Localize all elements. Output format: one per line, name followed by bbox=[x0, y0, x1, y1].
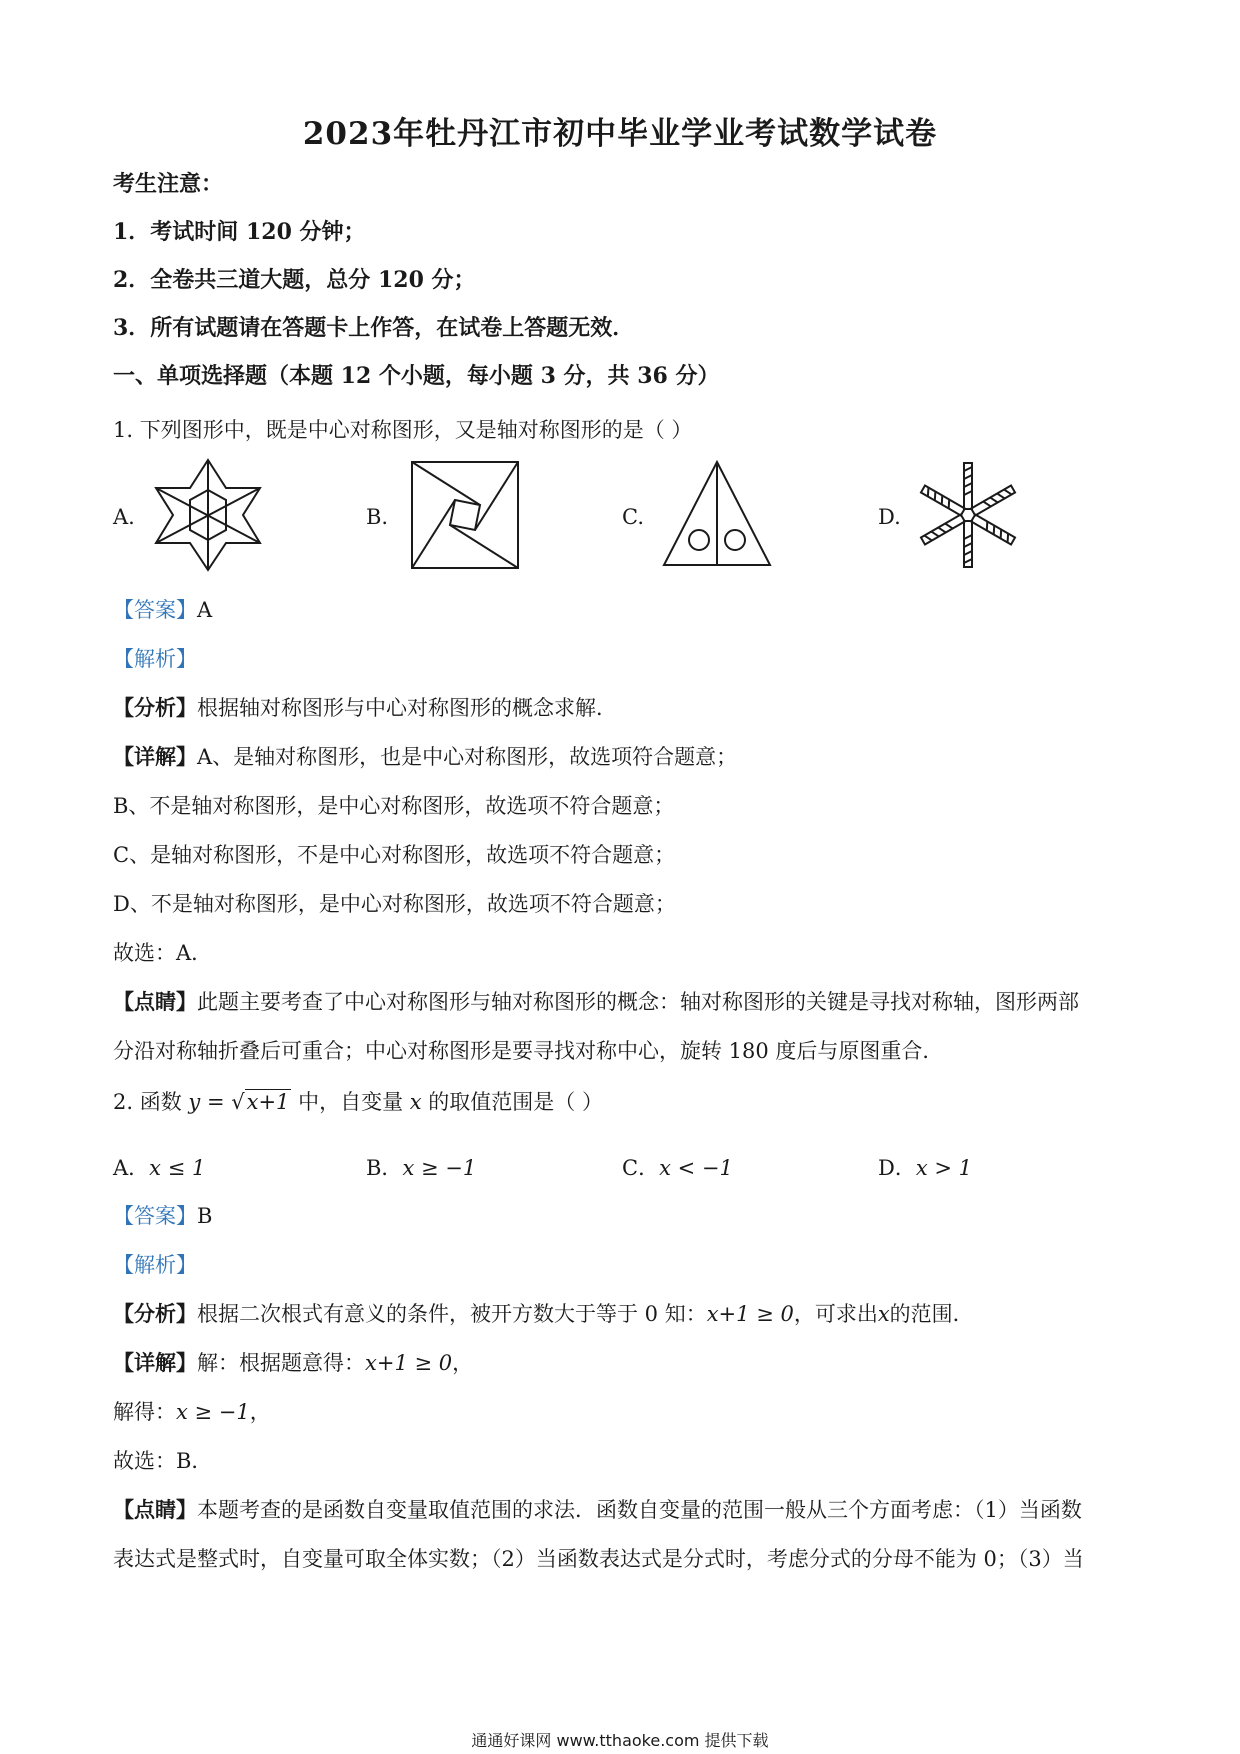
q1-line-d: D、不是轴对称图形，是中心对称图形，故选项不符合题意； bbox=[113, 892, 676, 916]
q1-options bbox=[113, 455, 1133, 575]
q2-fenxi-expr: x+1 ≥ 0 bbox=[706, 1302, 794, 1326]
q1-figure-a-star-icon bbox=[153, 455, 263, 575]
q2-dianjing-2: 表达式是整式时，自变量可取全体实数；（2）当函数表达式是分式时，考虑分式的分母不能为 0；（3）当 bbox=[113, 1547, 1084, 1571]
q1-fenxi bbox=[113, 694, 617, 722]
q2-xiangjie-prefix: 解：根据题意得： bbox=[197, 1351, 365, 1375]
q2-answer bbox=[113, 1202, 212, 1230]
q1-figure-b-square-icon bbox=[410, 460, 520, 570]
q2-choice-b-expr: x ≥ −1 bbox=[402, 1156, 477, 1180]
q2-xiangjie bbox=[113, 1349, 473, 1377]
q1-xiangjie-text: A、是轴对称图形，也是中心对称图形，故选项符合题意； bbox=[197, 745, 738, 769]
radical-icon: √ bbox=[231, 1090, 245, 1114]
q1-answer-tag: 【答案】 bbox=[113, 598, 197, 622]
q2-choice-b-label: B． bbox=[366, 1156, 403, 1180]
q2-answer-value: B bbox=[197, 1204, 213, 1228]
q1-fenxi-tag: 【分析】 bbox=[113, 695, 197, 720]
q2-sqrt bbox=[231, 1088, 291, 1116]
q2-answer-tag: 【答案】 bbox=[113, 1204, 197, 1228]
q1-xiangjie bbox=[113, 743, 737, 771]
footer-source: 通通好课网 www.tthaoke.com 提供下载 bbox=[471, 1731, 769, 1750]
q2-choice-a-label: A． bbox=[113, 1156, 150, 1180]
q1-dianjing-2: 分沿对称轴折叠后可重合；中心对称图形是要寻找对称中心，旋转 180 度后与原图重合． bbox=[113, 1039, 944, 1063]
q2-fenxi-end: 的范围． bbox=[889, 1302, 974, 1326]
q2-analysis-tag: 【解析】 bbox=[113, 1253, 197, 1277]
q1-option-b-label: B. bbox=[366, 505, 389, 529]
q2-jiede-end: ， bbox=[249, 1400, 271, 1424]
q2-xiangjie-tag: 【详解】 bbox=[113, 1350, 197, 1375]
q1-answer-value: A bbox=[197, 598, 213, 622]
q2-choice-b bbox=[366, 1152, 476, 1182]
q1-figure-c-triangle-icon bbox=[662, 460, 772, 570]
q2-fenxi-x: x bbox=[877, 1302, 890, 1326]
q2-fenxi-prefix: 根据二次根式有意义的条件，被开方数大于等于 0 知： bbox=[197, 1302, 707, 1326]
q1-dianjing-1 bbox=[113, 988, 1079, 1016]
notice-item-1: 1．考试时间 120 分钟； bbox=[113, 219, 366, 245]
q1-option-d-label: D. bbox=[878, 505, 901, 529]
notice-item-2: 2．全卷共三道大题，总分 120 分； bbox=[113, 267, 476, 293]
q1-figure-d-pinwheel-icon bbox=[918, 460, 1018, 570]
q1-stem: 1. 下列图形中，既是中心对称图形，又是轴对称图形的是（ ） bbox=[113, 418, 693, 442]
q1-conclusion: 故选：A． bbox=[113, 941, 213, 965]
q2-stem-x: x bbox=[409, 1090, 422, 1114]
q1-dianjing-text-1: 此题主要考查了中心对称图形与轴对称图形的概念：轴对称图形的关键是寻找对称轴，图形两部 bbox=[197, 990, 1079, 1014]
q1-line-c: C、是轴对称图形，不是中心对称图形，故选项不符合题意； bbox=[113, 843, 676, 867]
notice-heading: 考生注意： bbox=[113, 171, 224, 197]
q2-stem-end: 的取值范围是（ ） bbox=[421, 1090, 603, 1114]
q1-line-b: B、不是轴对称图形，是中心对称图形，故选项不符合题意； bbox=[113, 794, 675, 818]
q2-fenxi-middle: ，可求出 bbox=[793, 1302, 878, 1326]
q2-xiangjie-end: ， bbox=[452, 1351, 474, 1375]
q1-option-a-label: A. bbox=[113, 505, 135, 529]
q2-fenxi-tag: 【分析】 bbox=[113, 1301, 197, 1326]
q2-choice-d-expr: x > 1 bbox=[915, 1156, 972, 1180]
q2-stem-equals: = bbox=[200, 1090, 232, 1114]
q2-jiede-expr: x ≥ −1 bbox=[176, 1400, 250, 1424]
q1-dianjing-tag: 【点睛】 bbox=[113, 989, 197, 1014]
q2-xiangjie-expr: x+1 ≥ 0 bbox=[365, 1351, 453, 1375]
q1-answer bbox=[113, 596, 212, 624]
q2-dianjing-1 bbox=[113, 1496, 1082, 1524]
q2-choice-a-expr: x ≤ 1 bbox=[149, 1156, 206, 1180]
q2-stem bbox=[113, 1088, 603, 1116]
q2-choice-c bbox=[622, 1152, 733, 1182]
q1-analysis-tag: 【解析】 bbox=[113, 647, 197, 671]
q2-jiede-prefix: 解得： bbox=[113, 1400, 176, 1424]
notice-item-3: 3．所有试题请在答题卡上作答，在试卷上答题无效． bbox=[113, 315, 635, 341]
q2-conclusion: 故选：B． bbox=[113, 1449, 213, 1473]
q2-stem-middle: 中，自变量 bbox=[291, 1090, 410, 1114]
q1-xiangjie-tag: 【详解】 bbox=[113, 744, 197, 769]
q2-choices bbox=[113, 1152, 1133, 1192]
q2-dianjing-tag: 【点睛】 bbox=[113, 1497, 197, 1522]
q1-option-c-label: C. bbox=[622, 505, 644, 529]
q2-choice-c-expr: x < −1 bbox=[659, 1156, 733, 1180]
q2-radicand: x+1 bbox=[246, 1090, 290, 1114]
q2-dianjing-text-1: 本题考查的是函数自变量取值范围的求法．函数自变量的范围一般从三个方面考虑：（1）当函数 bbox=[197, 1498, 1082, 1522]
q2-jiede bbox=[113, 1398, 271, 1426]
q2-choice-d bbox=[878, 1152, 972, 1182]
q2-stem-prefix: 2. 函数 bbox=[113, 1090, 189, 1114]
q2-fenxi bbox=[113, 1300, 974, 1328]
q2-choice-a bbox=[113, 1152, 205, 1182]
q1-fenxi-text: 根据轴对称图形与中心对称图形的概念求解． bbox=[197, 696, 617, 720]
q2-stem-y: y bbox=[188, 1090, 201, 1114]
q2-choice-c-label: C． bbox=[622, 1156, 660, 1180]
q2-choice-d-label: D． bbox=[878, 1156, 916, 1180]
section-heading: 一、单项选择题（本题 12 个小题，每小题 3 分，共 36 分） bbox=[113, 363, 720, 389]
page-title: 2023年牡丹江市初中毕业学业考试数学试卷 bbox=[302, 116, 938, 152]
